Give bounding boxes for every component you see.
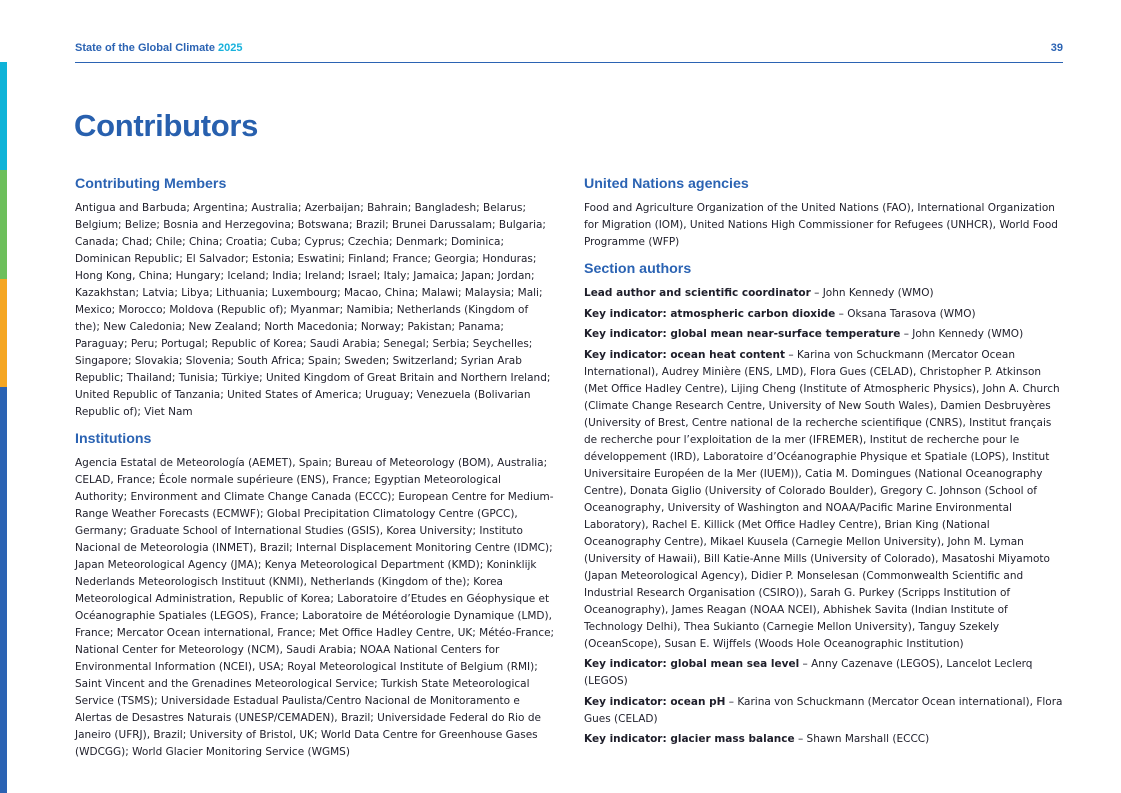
page-number: 39: [1050, 42, 1063, 54]
report-title: [75, 42, 243, 54]
edge-bar-green: [0, 170, 7, 279]
author-entry-lead: [584, 285, 1066, 302]
section-authors-heading: Section authors: [584, 261, 692, 277]
un-agencies-heading: United Nations agencies: [584, 176, 749, 192]
page-title: Contributors: [74, 108, 259, 143]
author-entry-label: Key indicator: glacier mass balance: [584, 733, 795, 745]
running-header: [75, 42, 1063, 63]
author-entry-label: Key indicator: global mean near-surface temperature: [584, 328, 901, 340]
author-entry-label: Key indicator: ocean heat content: [584, 348, 786, 361]
author-entry-label: Lead author and scientific coordinator: [584, 287, 811, 299]
author-entry-glacier: [584, 731, 1066, 748]
un-agencies-list: Food and Agriculture Organization of the United Nations (FAO), International Organization for Migration (IOM), United Nations High Commissioner for Refugees (UNHCR), World Food Programme (WFP): [584, 202, 1058, 248]
contributing-members-heading: Contributing Members: [75, 176, 227, 192]
author-entry-sea-level: [584, 656, 1066, 690]
author-entry-co2: [584, 306, 1066, 323]
author-entry-ocean-ph: [584, 694, 1066, 728]
left-column: [75, 176, 555, 771]
author-entry-ocean-heat: [584, 347, 1066, 653]
author-entry-text: – Anny Cazenave (LEGOS), Lancelot Leclerq (LEGOS): [584, 658, 1033, 687]
author-entry-label: Key indicator: ocean pH: [584, 695, 726, 708]
right-column: [584, 176, 1066, 752]
edge-bar-orange: [0, 279, 7, 387]
author-entry-label: Key indicator: global mean sea level: [584, 658, 800, 670]
edge-bar-blue: [0, 387, 7, 793]
author-entry-label: Key indicator: atmospheric carbon dioxide: [584, 307, 836, 320]
report-year: 2025: [218, 42, 243, 54]
author-entry-temperature: [584, 326, 1066, 343]
institutions-list: Agencia Estatal de Meteorología (AEMET), Spain; Bureau of Meteorology (BOM), Australia; CELAD, France; École normale supérieure (ENS), France; Egyptian Meteorological Authority; Environment and Climate Change Canada (ECCC); European Centre for Medium-Range Weather Forecasts (ECMWF); Global Precipitation Climatology Centre (GPCC), Germany; Graduate School of International Studies (GSIS), Korea University; Instituto Nacional de Meteorologia (INMET), Brazil; Internal Displacement Monitoring Centre (IDMC); Japan Meteorological Agency (JMA); Kenya Meteorological Department (KMD); Koninklijk Nederlands Meteorologisch Instituut (KNMI), Netherlands (Kingdom of the); Korea Meteorological Administration, Republic of Korea; Laboratoire d’Etudes en Géophysique et Océanographie Spatiales (LEGOS), France; Laboratoire de Météorologie Dynamique (LMD), France; Mercator Ocean international, France; Met Office Hadley Centre, UK; Météo-France; National Center for Meteorology (NCM), Saudi Arabia; NOAA National Centers for Environmental Information (NCEI), USA; Royal Meteorological Institute of Belgium (RMI); Saint Vincent and the Grenadines Meteorological Service; Turkish State Meteorological Service (TSMS); Universidade Estadual Paulista/Centro Nacional de Monitoramento e Alertas de Desastres Naturais (UNESP/CEMADEN), Brazil; Universidade Federal do Rio de Janeiro (UFRJ), Brazil; University of Bristol, UK; World Data Centre for Greenhouse Gases (WDCGG); World Glacier Monitoring Service (WGMS): [75, 457, 555, 758]
author-entry-text: – John Kennedy (WMO): [900, 328, 1024, 340]
author-entry-text: – Karina von Schuckmann (Mercator Ocean International), Audrey Minière (ENS, LMD), Flora Gues (CELAD), Christopher P. Atkinson (Met Office Hadley Centre), Lijing Cheng (Institute of Atmospheric Physics), John A. Church (Climate Change Research Centre, University of New South Wales), Damien Desbruyères (University of Brest, Centre national de la recherche scientifique (CNRS), Institut français de recherche pour l’exploitation de la mer (IFREMER), Institut de recherche pour le développement (IRD), Laboratoire d’Océanographie Physique et Spatiale (LOPS), Institut Universitaire Européen de la Mer (IUEM)), Catia M. Domingues (National Oceanography Centre), Donata Giglio (University of Colorado Boulder), Gregory C. Johnson (School of Oceanography, University of Washington and NOAA/Pacific Marine Environmental Laboratory), Rachel E. Killick (Met Office Hadley Centre), Brian King (National Oceanography Centre), Mikael Kuusela (Carnegie Mellon University), John M. Lyman (University of Hawaii), Bill Katie-Anne Mills (University of Colorado), Masatoshi Miyamoto (Japan Meteorological Agency), Didier P. Monselesan (Commonwealth Scientific and Industrial Research Organisation (CSIRO)), Sarah G. Purkey (Scripps Institution of Oceanography), James Reagan (NOAA NCEI), Abhishek Savita (Indian Institute of Technology Delhi), Thea Sukianto (Carnegie Mellon University), Tanguy Szekely (OceanScope), Susan E. Wijffels (Woods Hole Oceanographic Institution): [584, 348, 1060, 650]
author-entry-text: – John Kennedy (WMO): [810, 287, 934, 299]
contributing-members-list: Antigua and Barbuda; Argentina; Australia; Azerbaijan; Bahrain; Bangladesh; Belarus; Belgium; Belize; Bosnia and Herzegovina; Botswana; Brazil; Brunei Darussalam; Bulgaria; Canada; Chad; Chile; China; Croatia; Cuba; Cyprus; Czechia; Denmark; Dominica; Dominican Republic; El Salvador; Estonia; Eswatini; Finland; France; Georgia; Honduras; Hong Kong, China; Hungary; Iceland; India; Ireland; Israel; Italy; Jamaica; Japan; Jordan; Kazakhstan; Latvia; Libya; Lithuania; Luxembourg; Macao, China; Malawi; Malaysia; Mali; Mexico; Morocco; Moldova (Republic of); Myanmar; Namibia; Netherlands (Kingdom of the); New Caledonia; New Zealand; North Macedonia; Norway; Pakistan; Panama; Paraguay; Peru; Portugal; Republic of Korea; Saudi Arabia; Senegal; Serbia; Seychelles; Singapore; Slovakia; Slovenia; South Africa; Spain; Sweden; Switzerland; Syrian Arab Republic; Thailand; Tunisia; Türkiye; United Kingdom of Great Britain and Northern Ireland; United Republic of Tanzania; United States of America; Uruguay; Venezuela (Bolivarian Republic of); Viet Nam: [75, 202, 551, 418]
edge-bar-cyan: [0, 62, 7, 170]
report-title-text: State of the Global Climate: [75, 42, 215, 54]
institutions-heading: Institutions: [75, 431, 152, 447]
author-entry-text: – Karina von Schuckmann (Mercator Ocean international), Flora Gues (CELAD): [584, 695, 1063, 725]
author-entry-text: – Shawn Marshall (ECCC): [794, 733, 930, 745]
author-entry-text: – Oksana Tarasova (WMO): [835, 307, 976, 320]
